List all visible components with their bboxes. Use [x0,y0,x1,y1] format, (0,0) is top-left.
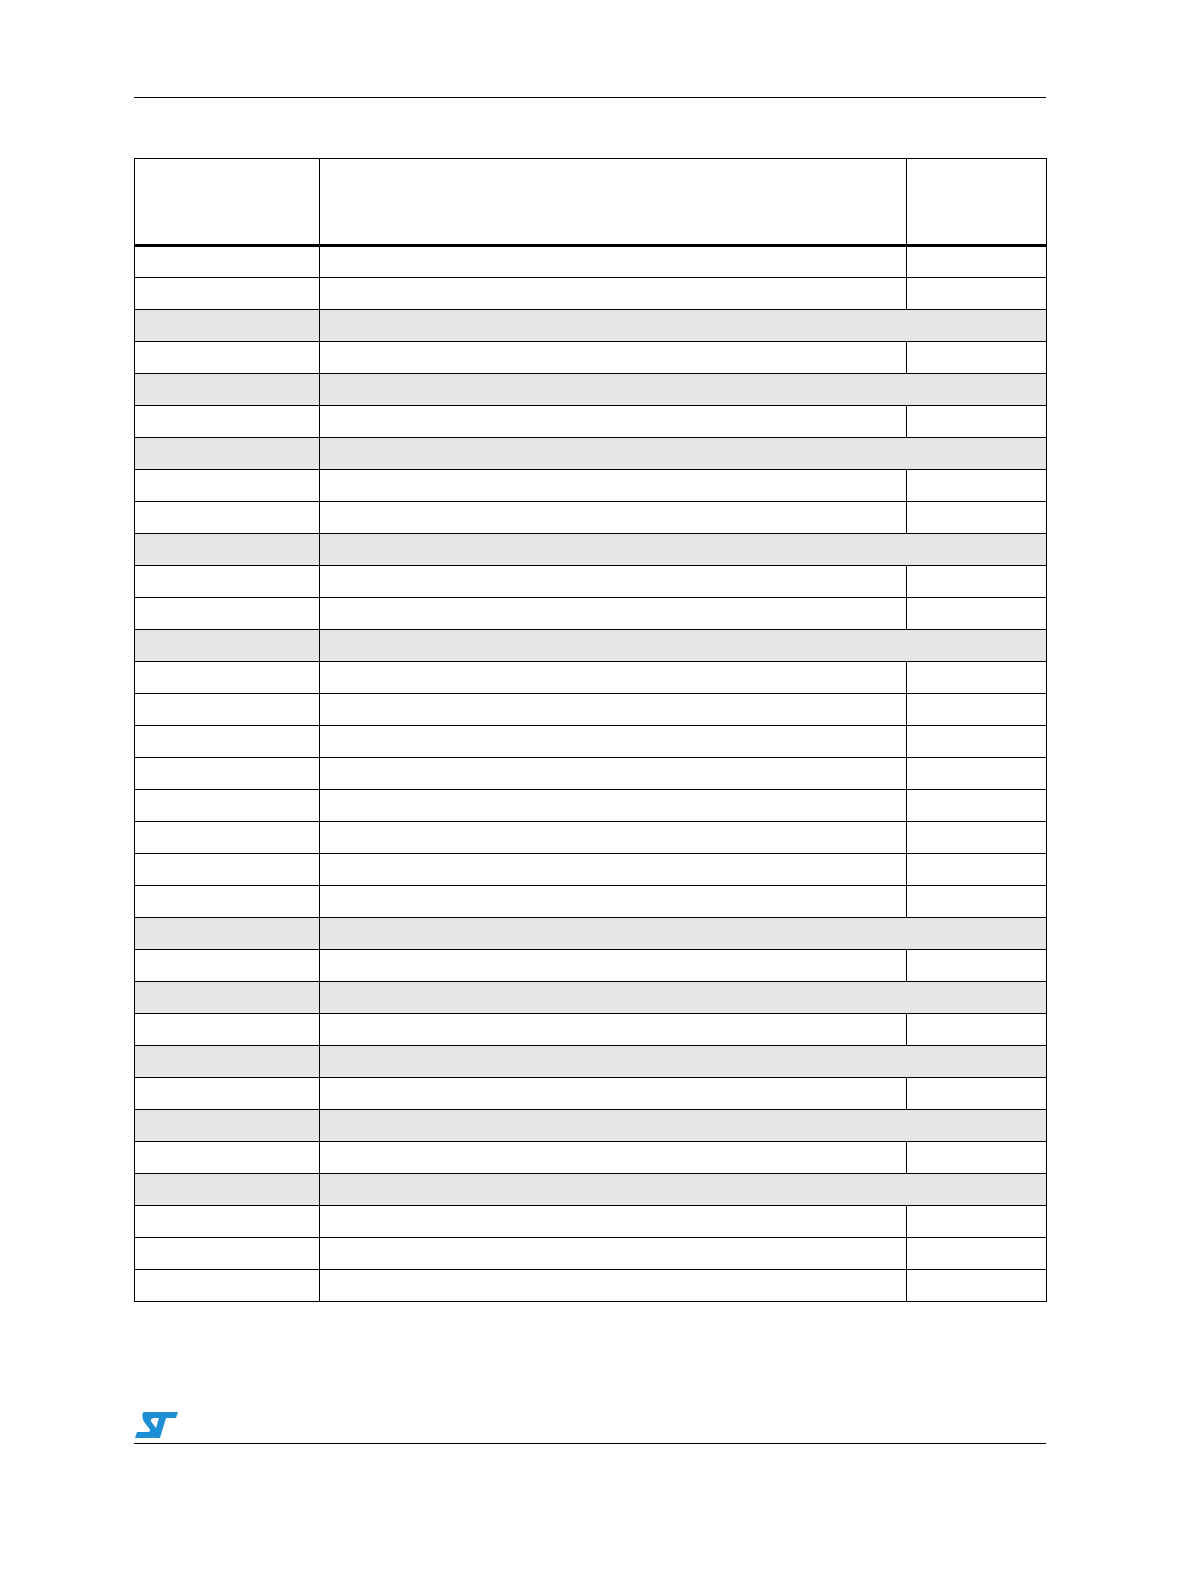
table-row [135,470,1047,502]
section-row [135,374,1047,406]
table-cell [135,694,320,726]
table-cell [135,278,320,310]
table-cell [135,1238,320,1270]
table-cell [320,886,907,918]
table-cell [320,374,1047,406]
table-cell [135,342,320,374]
section-row [135,1110,1047,1142]
table-cell [907,662,1047,694]
table-row [135,886,1047,918]
table-cell [907,822,1047,854]
table-cell [135,1206,320,1238]
table-cell [320,950,907,982]
section-row [135,918,1047,950]
table-cell [320,598,907,630]
table-cell [135,502,320,534]
table-cell [320,278,907,310]
table-cell [135,1174,320,1206]
table-cell [907,1142,1047,1174]
table-cell [320,406,907,438]
section-row [135,1046,1047,1078]
table-cell [135,1142,320,1174]
table-row [135,1142,1047,1174]
footer-rule [134,1443,1046,1444]
table-cell [135,854,320,886]
table-cell [907,470,1047,502]
table-row [135,406,1047,438]
table-cell [320,1270,907,1302]
table-cell [907,758,1047,790]
header-rule [134,97,1046,98]
table-cell [320,1078,907,1110]
table-cell [907,406,1047,438]
table-cell [320,918,1047,950]
table-cell [320,470,907,502]
table-cell [907,886,1047,918]
table-cell [135,886,320,918]
table-row [135,950,1047,982]
table-cell [320,854,907,886]
st-logo-icon [134,1410,180,1440]
table-cell [907,694,1047,726]
table-cell [320,1174,1047,1206]
table-row [135,278,1047,310]
header-cell-3 [907,159,1047,246]
table-header-row [135,159,1047,246]
table-cell [907,1206,1047,1238]
table-cell [135,790,320,822]
table-cell [320,1238,907,1270]
table-cell [320,790,907,822]
table-row [135,726,1047,758]
table-cell [135,1078,320,1110]
table-cell [135,1014,320,1046]
table-cell [907,1078,1047,1110]
table-cell [320,1014,907,1046]
table-cell [320,1142,907,1174]
table-row [135,342,1047,374]
table-cell [907,246,1047,278]
table-cell [907,502,1047,534]
table-cell [135,470,320,502]
table-row [135,822,1047,854]
table-cell [907,566,1047,598]
table-cell [320,982,1047,1014]
table-cell [320,726,907,758]
table-row [135,246,1047,278]
table-row [135,790,1047,822]
table-cell [320,438,1047,470]
header-cell-2 [320,159,907,246]
table-row [135,1014,1047,1046]
table-cell [135,822,320,854]
table-cell [135,598,320,630]
section-row [135,310,1047,342]
table-cell [320,566,907,598]
table-cell [320,310,1047,342]
table-cell [320,694,907,726]
table-cell [907,278,1047,310]
table-cell [135,374,320,406]
table-cell [320,630,1047,662]
table-cell [907,1238,1047,1270]
table-cell [135,246,320,278]
header-cell-1 [135,159,320,246]
table-cell [135,726,320,758]
table-cell [135,534,320,566]
table-row [135,758,1047,790]
table-cell [135,310,320,342]
table-cell [135,1110,320,1142]
section-row [135,630,1047,662]
table-cell [907,854,1047,886]
table-cell [135,758,320,790]
table-cell [907,1270,1047,1302]
table-cell [320,502,907,534]
table-cell [135,438,320,470]
table-row [135,598,1047,630]
table-cell [907,598,1047,630]
table-cell [320,822,907,854]
table-cell [320,1206,907,1238]
table-cell [135,1046,320,1078]
table-row [135,694,1047,726]
table-cell [135,1270,320,1302]
st-logo-shape [135,1412,178,1438]
table-cell [135,406,320,438]
table-cell [320,1110,1047,1142]
table-row [135,662,1047,694]
table-cell [320,662,907,694]
table-cell [320,246,907,278]
section-row [135,438,1047,470]
table-cell [907,342,1047,374]
table-cell [135,982,320,1014]
register-table [134,158,1047,1302]
section-row [135,1174,1047,1206]
section-row [135,534,1047,566]
table-cell [135,950,320,982]
table-cell [907,950,1047,982]
table-cell [907,726,1047,758]
table-cell [135,918,320,950]
table-cell [135,662,320,694]
table-row [135,1270,1047,1302]
table-cell [135,630,320,662]
table-row [135,1206,1047,1238]
table-cell [320,342,907,374]
section-row [135,982,1047,1014]
table-cell [907,1014,1047,1046]
table-row [135,566,1047,598]
table-cell [135,566,320,598]
table-row [135,502,1047,534]
table-cell [907,790,1047,822]
table-row [135,1238,1047,1270]
table-cell [320,1046,1047,1078]
table-row [135,854,1047,886]
table-cell [320,534,1047,566]
table-row [135,1078,1047,1110]
table-cell [320,758,907,790]
table-body [135,246,1047,1302]
